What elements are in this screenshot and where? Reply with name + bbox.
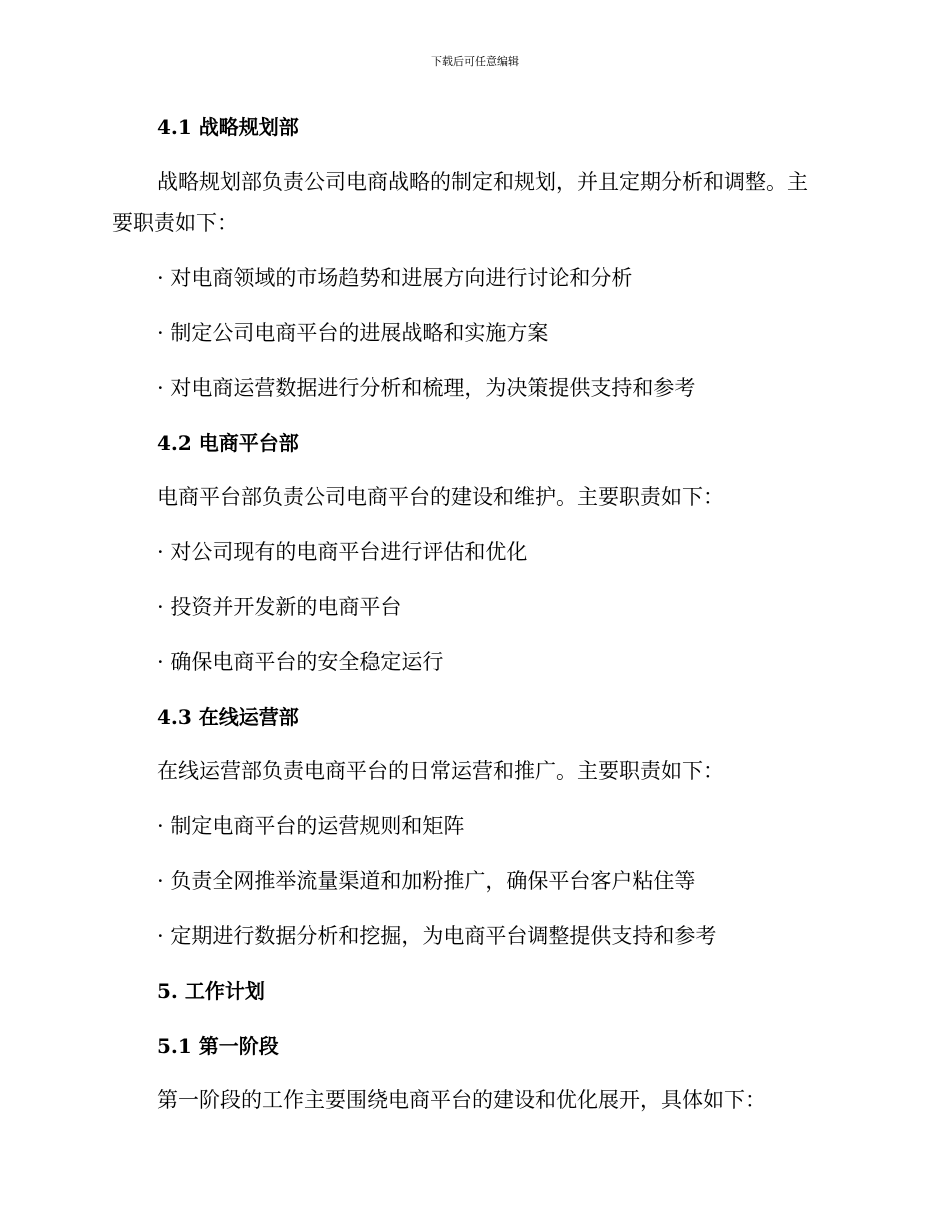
list-item: · 对电商领域的市场趋势和进展方向进行讨论和分析 (157, 266, 633, 290)
paragraph-4-1-line1: 战略规划部负责公司电商战略的制定和规划，并且定期分析和调整。主 (157, 170, 808, 194)
heading-4-3: 4.3 在线运营部 (157, 705, 299, 729)
list-item: · 制定电商平台的运营规则和矩阵 (157, 814, 465, 838)
list-item: · 投资并开发新的电商平台 (157, 595, 402, 619)
heading-4-2: 4.2 电商平台部 (157, 431, 299, 455)
list-item: · 定期进行数据分析和挖掘，为电商平台调整提供支持和参考 (157, 924, 717, 948)
list-item: · 负责全网推举流量渠道和加粉推广，确保平台客户粘住等 (157, 869, 696, 893)
heading-5: 5. 工作计划 (157, 979, 265, 1003)
list-item: · 确保电商平台的安全稳定运行 (157, 650, 444, 674)
list-item: · 对电商运营数据进行分析和梳理，为决策提供支持和参考 (157, 376, 696, 400)
list-item: · 制定公司电商平台的进展战略和实施方案 (157, 321, 549, 345)
list-item: · 对公司现有的电商平台进行评估和优化 (157, 540, 528, 564)
paragraph-5-1: 第一阶段的工作主要围绕电商平台的建设和优化展开，具体如下： (157, 1088, 766, 1112)
heading-5-1: 5.1 第一阶段 (157, 1034, 279, 1058)
paragraph-4-2: 电商平台部负责公司电商平台的建设和维护。主要职责如下： (157, 485, 724, 509)
page-header: 下载后可任意编辑 (431, 55, 519, 68)
heading-4-1: 4.1 战略规划部 (157, 115, 299, 139)
paragraph-4-3: 在线运营部负责电商平台的日常运营和推广。主要职责如下： (157, 759, 724, 783)
paragraph-4-1-line2: 要职责如下： (112, 211, 238, 235)
